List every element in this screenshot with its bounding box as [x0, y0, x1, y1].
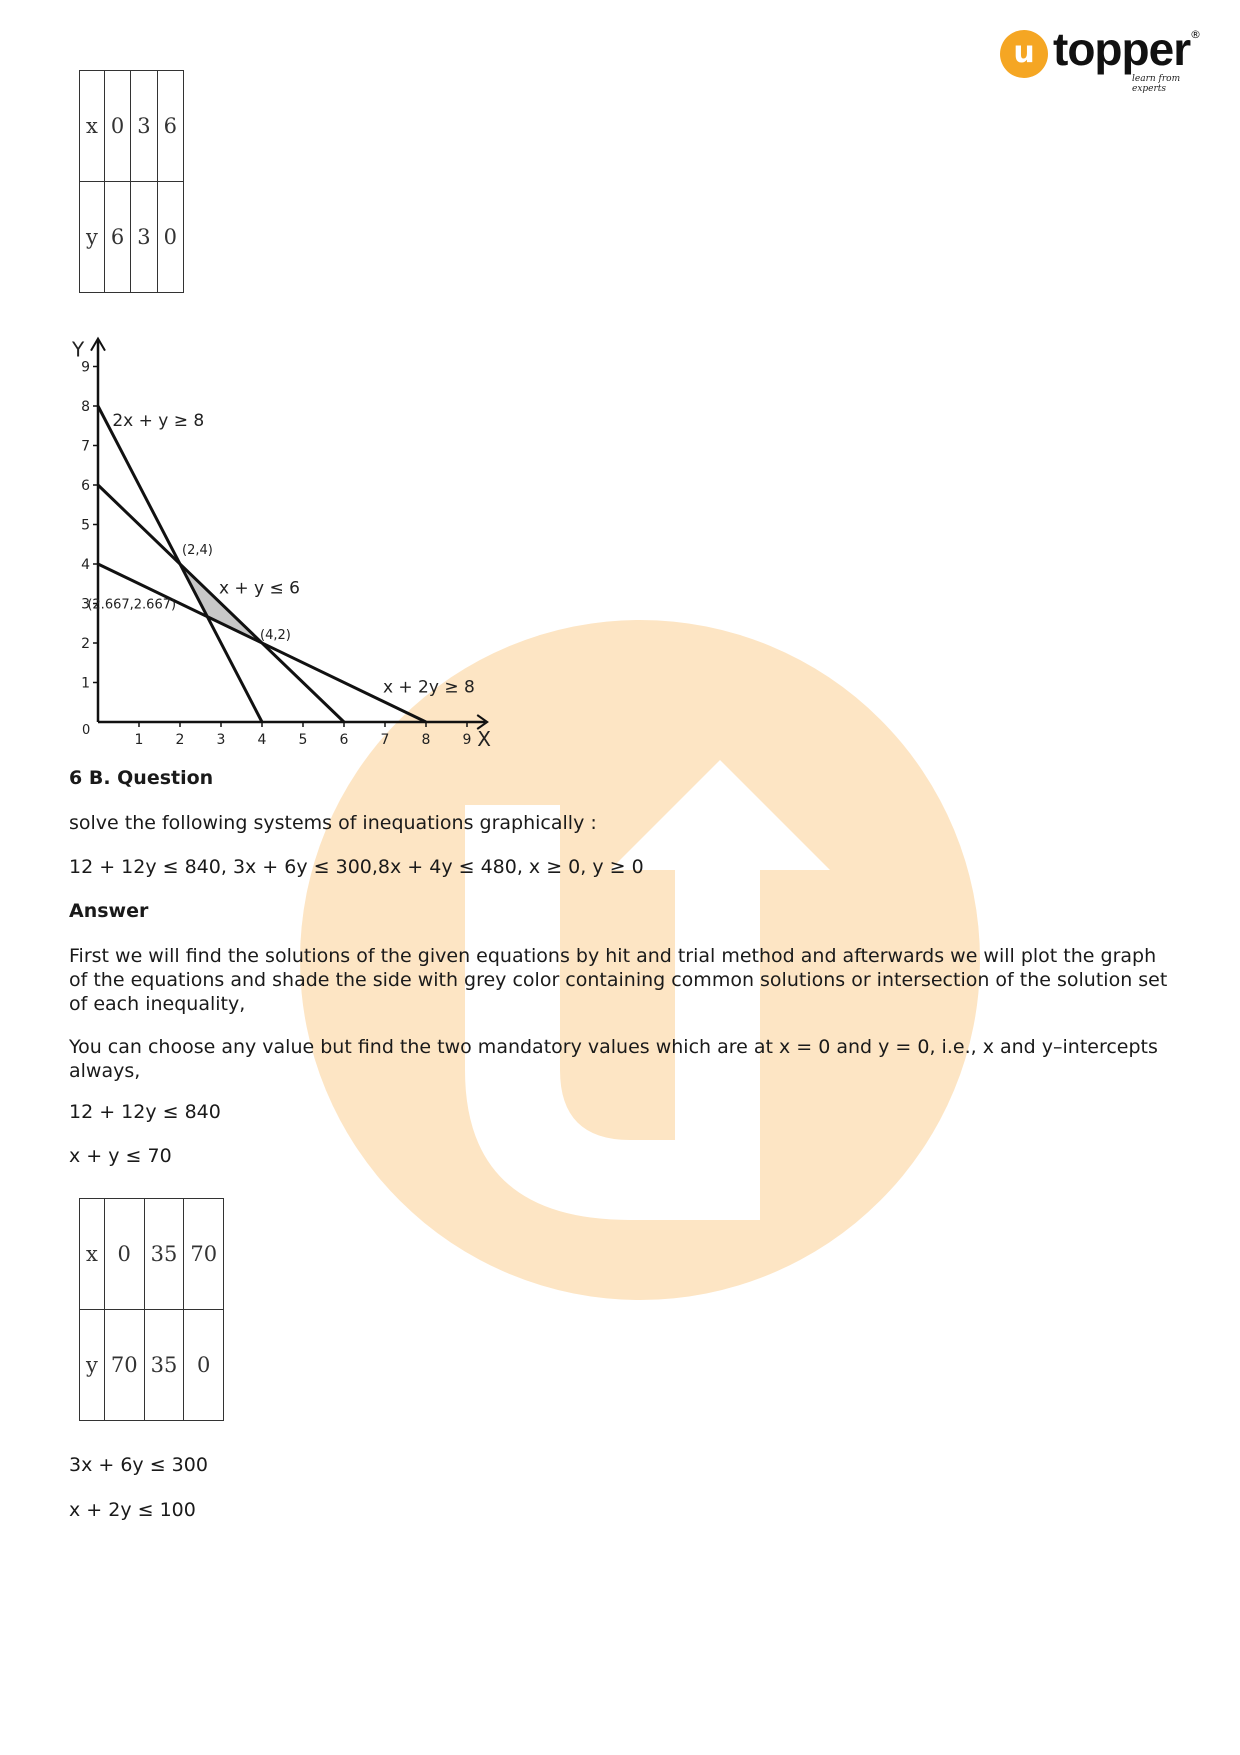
question-inequations: 12 + 12y ≤ 840, 3x + 6y ≤ 300,8x + 4y ≤ 480, x ≥ 0, y ≥ 0 — [69, 856, 644, 878]
values-table-1 — [79, 70, 184, 293]
x-tick-label: 8 — [421, 732, 431, 748]
line-label: x + y ≤ 6 — [218, 578, 300, 599]
equation-1: 12 + 12y ≤ 840 — [69, 1101, 221, 1123]
line-label: 2x + y ≥ 8 — [112, 410, 205, 431]
x-tick-label: 7 — [380, 732, 390, 748]
x-tick-label: 1 — [134, 732, 144, 748]
table-row — [80, 182, 184, 293]
y-tick-label: 4 — [81, 557, 90, 573]
table-cell: 6 — [157, 71, 183, 182]
registered-mark: ® — [1190, 28, 1201, 41]
table-cell: 35 — [144, 1199, 184, 1310]
table-cell: 6 — [104, 182, 130, 293]
table-cell: x — [80, 71, 105, 182]
intersection-point-label: (4,2) — [260, 628, 291, 643]
y-tick-label: 1 — [81, 675, 90, 692]
table-cell: 35 — [144, 1310, 184, 1421]
table-row — [80, 71, 184, 182]
y-axis-label: Y — [72, 337, 85, 362]
y-tick-label: 8 — [81, 399, 90, 415]
y-tick-label: 6 — [81, 478, 90, 494]
x-axis-label: X — [477, 727, 491, 750]
y-tick-label: 5 — [81, 517, 90, 534]
y-tick-label: 9 — [81, 359, 90, 376]
table-cell: y — [80, 182, 105, 293]
table-cell: x — [80, 1199, 105, 1310]
table-cell: 0 — [104, 1199, 144, 1310]
table-cell: 0 — [184, 1310, 224, 1421]
line-label: x + 2y ≥ 8 — [382, 677, 475, 698]
table-cell: 0 — [104, 71, 130, 182]
y-tick-label: 7 — [81, 438, 90, 455]
answer-paragraph-2: You can choose any value but find the two mandatory values which are at x = 0 and y = 0, i.e., x and y–intercepts always, — [69, 1036, 1158, 1082]
brand-logo — [1000, 23, 1205, 94]
question-text: solve the following systems of inequations graphically : — [69, 812, 597, 834]
table-cell: 3 — [131, 182, 157, 293]
x-tick-label: 6 — [339, 732, 349, 748]
question-heading: 6 B. Question — [69, 767, 214, 789]
x-tick-label: 4 — [257, 732, 267, 748]
equation-1-simplified: x + y ≤ 70 — [69, 1145, 172, 1167]
table-row — [80, 1310, 224, 1421]
intersection-point-label: (2,4) — [182, 543, 213, 558]
table-row — [80, 1199, 224, 1310]
answer-paragraph-1: First we will find the solutions of the given equations by hit and trial method and afterwards we will plot the graph of the equations and shade the side with grey color containing common solutions or intersection of the solution set of each inequality, — [69, 945, 1168, 1015]
table-cell: 0 — [157, 182, 183, 293]
y-tick-label: 3 — [81, 596, 90, 613]
equation-2: 3x + 6y ≤ 300 — [69, 1454, 208, 1476]
table-cell: 70 — [184, 1199, 224, 1310]
table-cell: y — [80, 1310, 105, 1421]
x-tick-label: 9 — [462, 732, 472, 748]
table-cell: 3 — [131, 71, 157, 182]
inequalities-graph — [62, 318, 502, 750]
logo-wordmark: topper — [1053, 23, 1191, 75]
origin-label: 0 — [82, 723, 91, 738]
values-table-2 — [79, 1198, 224, 1421]
x-tick-label: 3 — [216, 732, 226, 748]
intersection-point-label: (2.667,2.667) — [87, 597, 177, 613]
x-tick-label: 2 — [175, 732, 185, 748]
equation-2-simplified: x + 2y ≤ 100 — [69, 1499, 196, 1521]
logo-u-icon: u — [1000, 30, 1048, 78]
x-tick-label: 5 — [298, 732, 308, 748]
table-cell: 70 — [104, 1310, 144, 1421]
logo-tagline: learn from experts — [1132, 74, 1181, 94]
answer-heading: Answer — [69, 900, 149, 922]
y-tick-label: 2 — [81, 636, 90, 652]
